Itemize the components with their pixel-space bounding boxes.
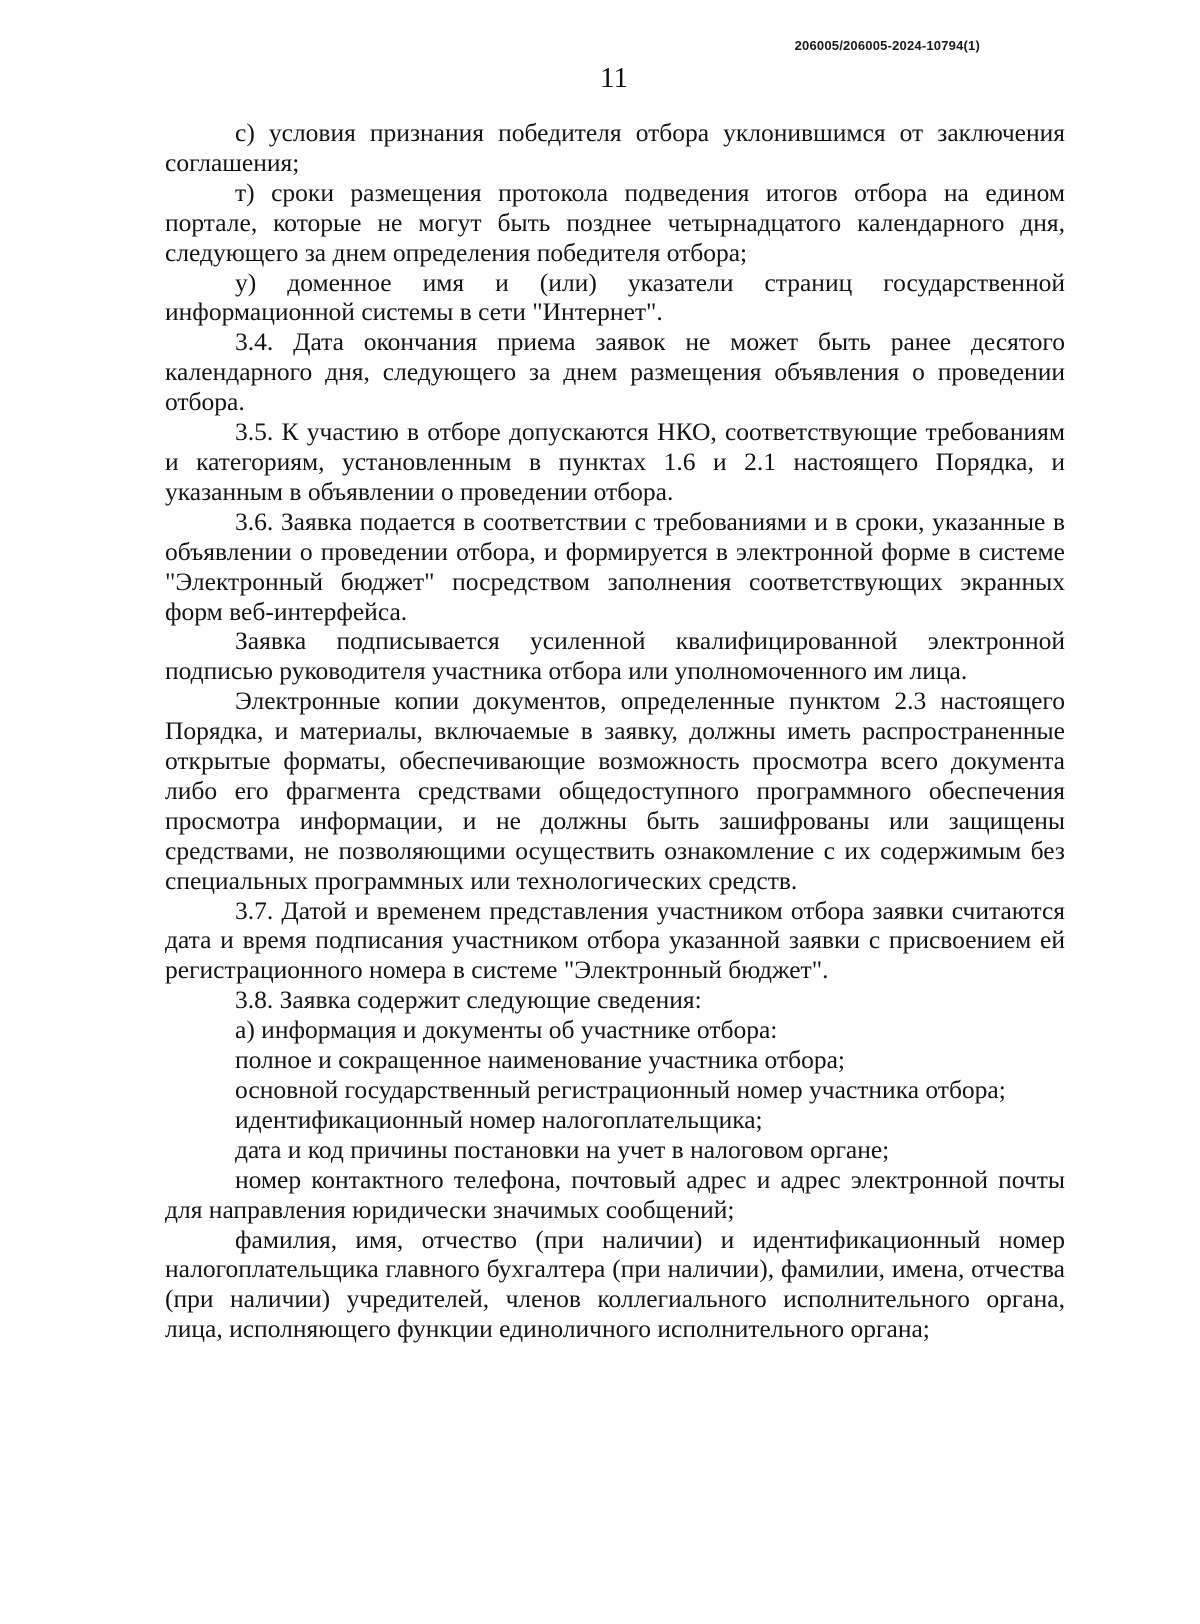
list-item: фамилия, имя, отчество (при наличии) и идентификационный номер налогоплательщика главного бухгалтера (при наличии), фамилии, имена, отчества (при наличии) учредителей, членов коллегиального исполнительного органа, лица, исполняющего функции единоличного исполнительного органа; bbox=[165, 1224, 1065, 1344]
document-id: 206005/206005-2024-10794(1) bbox=[794, 38, 980, 53]
paragraph-a: а) информация и документы об участнике отбора: bbox=[235, 1015, 778, 1045]
paragraph-s: с) условия признания победителя отбора уклонившимся от заключения соглашения; bbox=[165, 118, 1065, 177]
page-number: 11 bbox=[600, 62, 628, 94]
document-body bbox=[165, 118, 1065, 1344]
paragraph-3-8: 3.8. Заявка содержит следующие сведения: bbox=[235, 985, 702, 1015]
paragraph-electronic-copies: Электронные копии документов, определенные пунктом 2.3 настоящего Порядка, и материалы, включаемые в заявку, должны иметь распространенные открытые форматы, обеспечивающие возможность просмотра всего документа либо его фрагмента средствами общедоступного программного обеспечения просмотра информации, и не должны быть зашифрованы или защищены средствами, не позволяющими осуществить ознакомление с их содержимым без специальных программных или технологических средств. bbox=[165, 686, 1065, 895]
list-item: полное и сокращенное наименование участника отбора; bbox=[235, 1045, 845, 1075]
list-item: номер контактного телефона, почтовый адрес и адрес электронной почты для направления юридически значимых сообщений; bbox=[165, 1164, 1065, 1224]
list-item: идентификационный номер налогоплательщика; bbox=[235, 1104, 763, 1134]
paragraph-3-5: 3.5. К участию в отборе допускаются НКО, соответствующие требованиям и категориям, установленным в пунктах 1.6 и 2.1 настоящего Порядка, и указанным в объявлении о проведении отбора. bbox=[165, 417, 1065, 506]
paragraph-3-6: 3.6. Заявка подается в соответствии с требованиями и в сроки, указанные в объявлении о проведении отбора, и формируется в электронной форме в системе "Электронный бюджет" посредством заполнения соответствующих экранных форм веб-интерфейса. bbox=[165, 506, 1065, 626]
paragraph-u: у) доменное имя и (или) указатели страниц государственной информационной системы в сети "Интернет". bbox=[165, 267, 1065, 327]
paragraph-3-7: 3.7. Датой и временем представления участником отбора заявки считаются дата и время подписания участником отбора указанной заявки с присвоением ей регистрационного номера в системе "Электронный бюджет". bbox=[165, 895, 1065, 985]
paragraph-3-4: 3.4. Дата окончания приема заявок не может быть ранее десятого календарного дня, следующего за днем размещения объявления о проведении отбора. bbox=[165, 327, 1065, 417]
paragraph-t: т) сроки размещения протокола подведения итогов отбора на едином портале, которые не могут быть позднее четырнадцатого календарного дня, следующего за днем определения победителя отбора; bbox=[165, 177, 1065, 267]
list-item: дата и код причины постановки на учет в налоговом органе; bbox=[235, 1134, 890, 1164]
paragraph-signature: Заявка подписывается усиленной квалифицированной электронной подписью руководителя участника отбора или уполномоченного им лица. bbox=[165, 626, 1065, 686]
list-item: основной государственный регистрационный номер участника отбора; bbox=[235, 1075, 1006, 1104]
